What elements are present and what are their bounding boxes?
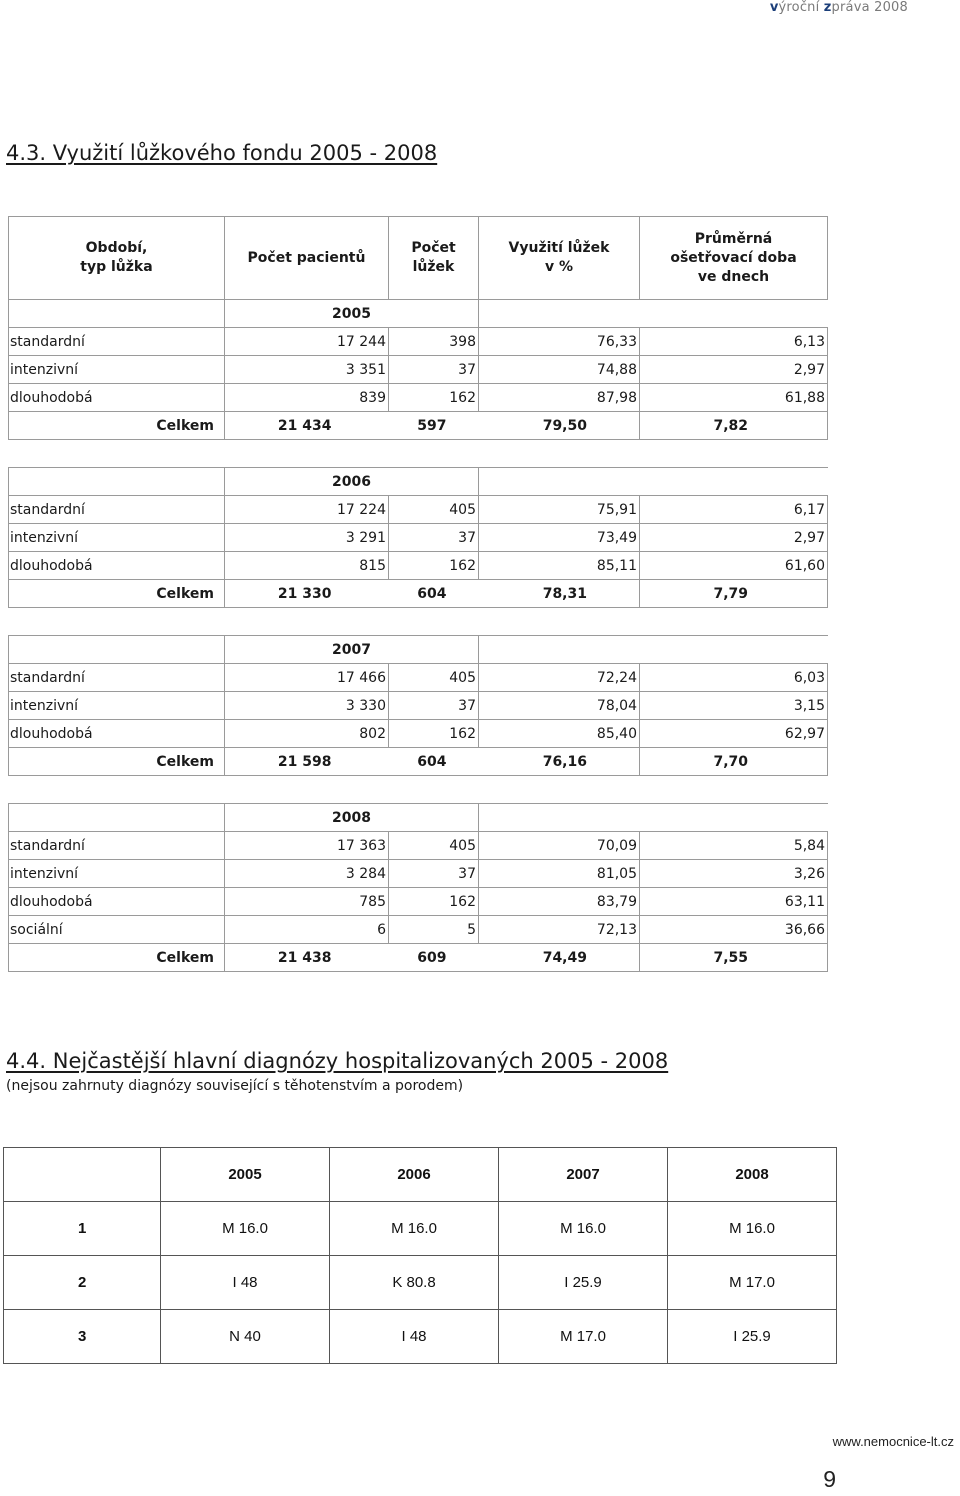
blank-cell [4,1148,161,1202]
value-cell: 405 [389,832,479,860]
total-row [9,412,828,440]
year-group-2007 [8,635,828,776]
total-value: 21 330 [225,580,389,608]
value-cell: 70,09 [479,832,640,860]
footer-url: www.nemocnice-lt.cz [832,1434,954,1449]
page-number: 9 [823,1466,836,1492]
total-label: Celkem [9,944,225,972]
value-cell: 802 [225,720,389,748]
blank-cell [479,468,828,496]
total-label: Celkem [9,412,225,440]
total-value: 597 [389,412,479,440]
year-header: 2007 [499,1148,668,1202]
value-cell: 3 351 [225,356,389,384]
total-value: 79,50 [479,412,640,440]
rank-cell: 3 [4,1310,161,1364]
table-row [9,664,828,692]
blank-cell [479,804,828,832]
diagnosis-code: M 16.0 [668,1202,837,1256]
value-cell: 398 [389,328,479,356]
value-cell: 37 [389,860,479,888]
value-cell: 3,15 [640,692,828,720]
value-cell: 17 244 [225,328,389,356]
value-cell: 74,88 [479,356,640,384]
diagnosis-code: M 17.0 [668,1256,837,1310]
value-cell: 815 [225,552,389,580]
section-title-diagnoses: 4.4. Nejčastější hlavní diagnózy hospitalizovaných 2005 - 2008 [6,1049,669,1073]
value-cell: 83,79 [479,888,640,916]
total-value: 21 434 [225,412,389,440]
bed-type-label: dlouhodobá [9,552,225,580]
diagnosis-code: I 48 [161,1256,330,1310]
blank-cell [9,636,225,664]
total-value: 609 [389,944,479,972]
value-cell: 3 330 [225,692,389,720]
value-cell: 17 224 [225,496,389,524]
table-row [9,328,828,356]
total-value: 78,31 [479,580,640,608]
table-row [9,356,828,384]
diagnosis-code: I 25.9 [499,1256,668,1310]
value-cell: 405 [389,664,479,692]
bed-type-label: intenzivní [9,860,225,888]
total-value: 604 [389,748,479,776]
bed-type-label: dlouhodobá [9,384,225,412]
diagnosis-code: I 48 [330,1310,499,1364]
year-header: 2008 [668,1148,837,1202]
table-row [9,916,828,944]
diagnosis-code: K 80.8 [330,1256,499,1310]
blank-cell [9,300,225,328]
value-cell: 162 [389,384,479,412]
value-cell: 61,60 [640,552,828,580]
year-header: 2006 [330,1148,499,1202]
value-cell: 2,97 [640,524,828,552]
value-cell: 73,49 [479,524,640,552]
value-cell: 72,24 [479,664,640,692]
year-group-2006 [8,467,828,608]
diagnosis-code: M 16.0 [499,1202,668,1256]
diagnosis-code: M 16.0 [330,1202,499,1256]
total-value: 7,79 [640,580,828,608]
rank-cell: 2 [4,1256,161,1310]
year-label: 2006 [225,468,479,496]
value-cell: 6,03 [640,664,828,692]
table-row [9,496,828,524]
total-value: 76,16 [479,748,640,776]
total-value: 74,49 [479,944,640,972]
value-cell: 81,05 [479,860,640,888]
value-cell: 162 [389,888,479,916]
table-row [9,888,828,916]
value-cell: 78,04 [479,692,640,720]
bed-type-label: standardní [9,664,225,692]
bed-type-label: dlouhodobá [9,720,225,748]
total-value: 604 [389,580,479,608]
table-row [9,524,828,552]
table-row [9,860,828,888]
value-cell: 61,88 [640,384,828,412]
column-header: Počet lůžek [389,217,479,300]
value-cell: 162 [389,720,479,748]
bed-type-label: dlouhodobá [9,888,225,916]
diagnosis-code: M 17.0 [499,1310,668,1364]
blank-cell [9,468,225,496]
value-cell: 72,13 [479,916,640,944]
value-cell: 62,97 [640,720,828,748]
total-row [9,580,828,608]
bed-type-label: standardní [9,832,225,860]
value-cell: 3,26 [640,860,828,888]
bed-type-label: standardní [9,496,225,524]
value-cell: 85,11 [479,552,640,580]
value-cell: 5,84 [640,832,828,860]
diagnosis-row [4,1256,837,1310]
column-header: Počet pacientů [225,217,389,300]
value-cell: 162 [389,552,479,580]
diagnoses-subtitle: (nejsou zahrnuty diagnózy související s těhotenstvím a porodem) [6,1078,464,1094]
blank-cell [479,636,828,664]
bed-type-label: standardní [9,328,225,356]
value-cell: 3 291 [225,524,389,552]
diagnosis-row [4,1202,837,1256]
total-row [9,944,828,972]
rank-cell: 1 [4,1202,161,1256]
total-row [9,748,828,776]
table-row [9,720,828,748]
bed-type-label: intenzivní [9,692,225,720]
value-cell: 37 [389,356,479,384]
value-cell: 785 [225,888,389,916]
value-cell: 839 [225,384,389,412]
table-row [9,832,828,860]
total-value: 21 438 [225,944,389,972]
column-header: Průměrná ošetřovací doba ve dnech [640,217,828,300]
value-cell: 37 [389,524,479,552]
value-cell: 6,17 [640,496,828,524]
value-cell: 63,11 [640,888,828,916]
total-label: Celkem [9,580,225,608]
value-cell: 85,40 [479,720,640,748]
value-cell: 6,13 [640,328,828,356]
value-cell: 36,66 [640,916,828,944]
diagnoses-header-row [4,1148,837,1202]
year-header: 2005 [161,1148,330,1202]
report-brand: výroční zpráva 2008 [769,0,908,15]
bed-type-label: intenzivní [9,524,225,552]
diagnosis-row [4,1310,837,1364]
blank-cell [479,300,828,328]
value-cell: 75,91 [479,496,640,524]
table-row [9,384,828,412]
value-cell: 6 [225,916,389,944]
table-row [9,692,828,720]
value-cell: 405 [389,496,479,524]
year-group-2005 [8,299,828,440]
table-row [9,552,828,580]
diagnosis-code: I 25.9 [668,1310,837,1364]
value-cell: 5 [389,916,479,944]
diagnosis-code: M 16.0 [161,1202,330,1256]
total-value: 7,55 [640,944,828,972]
value-cell: 3 284 [225,860,389,888]
section-title-bed-utilization: 4.3. Využití lůžkového fondu 2005 - 2008 [6,141,438,165]
blank-cell [9,804,225,832]
diagnoses-table [3,1147,837,1364]
year-label: 2005 [225,300,479,328]
diagnosis-code: N 40 [161,1310,330,1364]
value-cell: 87,98 [479,384,640,412]
bed-utilization-header [8,216,828,300]
bed-type-label: sociální [9,916,225,944]
total-value: 7,82 [640,412,828,440]
total-value: 7,70 [640,748,828,776]
column-header: Využití lůžek v % [479,217,640,300]
year-label: 2007 [225,636,479,664]
column-header: Období, typ lůžka [9,217,225,300]
total-label: Celkem [9,748,225,776]
year-group-2008 [8,803,828,972]
bed-type-label: intenzivní [9,356,225,384]
value-cell: 37 [389,692,479,720]
value-cell: 2,97 [640,356,828,384]
value-cell: 17 466 [225,664,389,692]
total-value: 21 598 [225,748,389,776]
value-cell: 76,33 [479,328,640,356]
value-cell: 17 363 [225,832,389,860]
year-label: 2008 [225,804,479,832]
